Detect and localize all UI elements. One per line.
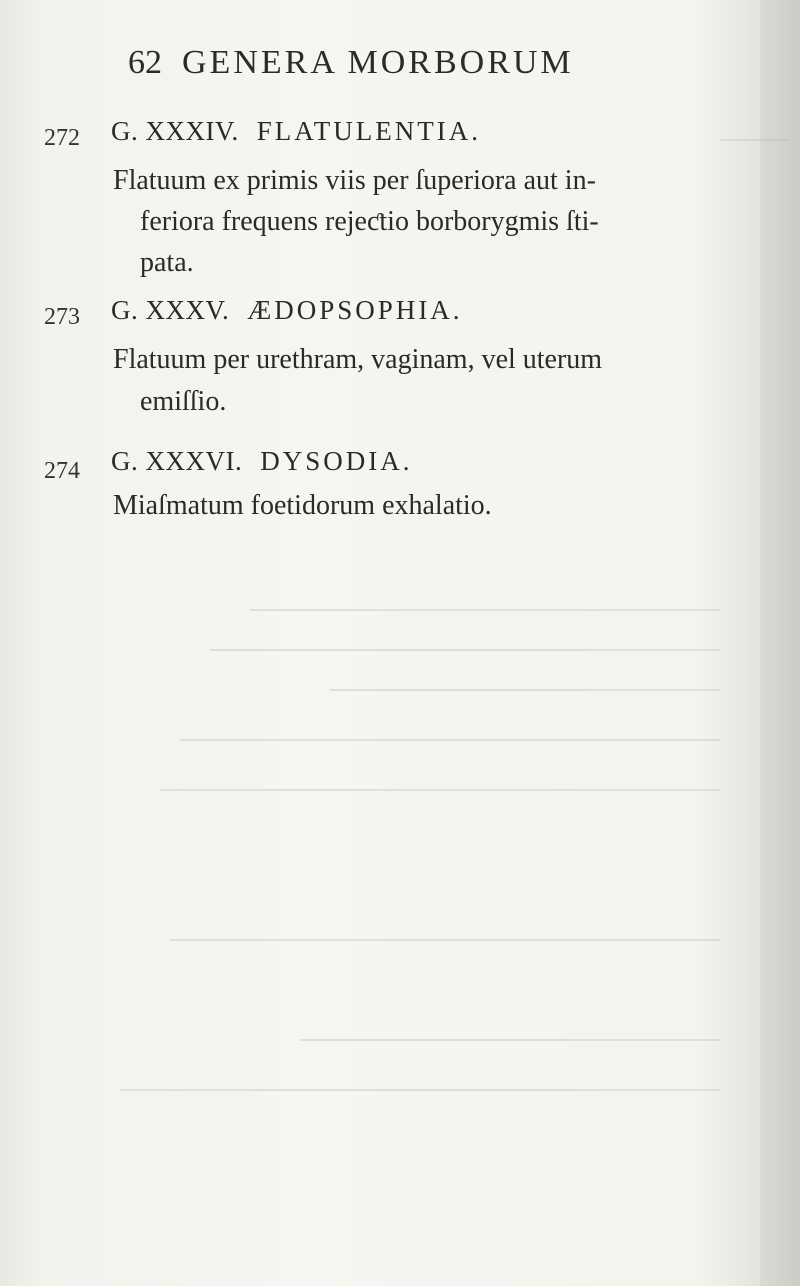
genus-name: ÆDOPSOPHIA. <box>247 295 463 325</box>
entry-heading <box>111 295 463 326</box>
entry-text-line: pata. <box>140 247 194 278</box>
running-title: GENERA MORBORUM <box>182 44 574 81</box>
entry-text-line: feriora frequens rejeƈtio borborygmis ſti- <box>140 206 599 237</box>
entry-heading <box>111 116 481 147</box>
genus-number: G. XXXIV. <box>111 116 239 146</box>
genus-name: DYSODIA. <box>260 446 413 476</box>
genus-name: FLATULENTIA. <box>256 116 481 146</box>
entry-heading <box>111 446 412 477</box>
genus-number: G. XXXVI. <box>111 446 243 476</box>
entry-text-line: emiſſio. <box>140 386 227 417</box>
genus-number: G. XXXV. <box>111 295 230 325</box>
entry-text-line: Miaſmatum foetidorum exhalatio. <box>113 490 492 521</box>
running-head <box>128 44 708 84</box>
entry-text-line: Flatuum ex primis viis per ſuperiora aut in- <box>113 165 596 196</box>
page-number: 62 <box>128 44 162 81</box>
entry-text-line: Flatuum per urethram, vaginam, vel uterum <box>113 344 603 375</box>
entry-number: 272 <box>44 125 80 151</box>
entry-number: 274 <box>44 458 80 484</box>
entry-number: 273 <box>44 304 80 330</box>
